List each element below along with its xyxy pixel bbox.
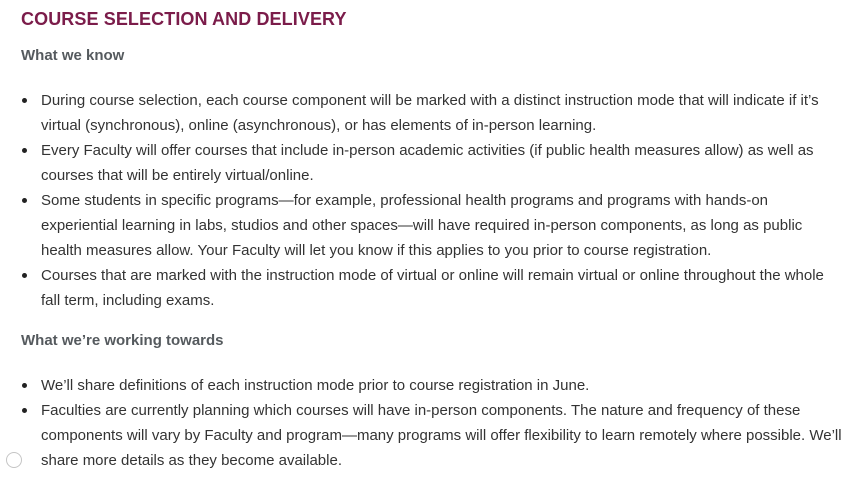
bullet-icon (22, 408, 27, 413)
bullet-icon (22, 98, 27, 103)
working-towards-list (21, 373, 846, 473)
list-item (21, 373, 846, 398)
section-heading-working-towards: What we’re working towards (21, 332, 224, 349)
list-item (21, 88, 846, 138)
list-item-text: We’ll share definitions of each instruction mode prior to course registration in June. (41, 377, 590, 394)
bullet-icon (22, 148, 27, 153)
list-item-text: Every Faculty will offer courses that include in-person academic activities (if public health measures allow) as well as courses that will be entirely virtual/online. (41, 142, 814, 184)
list-item (21, 138, 846, 188)
watermark-logo-icon (6, 452, 22, 468)
list-item-text: During course selection, each course component will be marked with a distinct instruction mode that will indicate if it’s virtual (synchronous), online (asynchronous), or has elements of in-person learning. (41, 92, 819, 134)
what-we-know-list (21, 88, 846, 313)
watermark (6, 452, 25, 468)
section-heading-what-we-know: What we know (21, 47, 125, 64)
list-item (21, 263, 846, 313)
list-item-text: Some students in specific programs—for example, professional health programs and programs with hands-on experiential learning in labs, studios and other spaces—will have required in-person components, as long as public health measures allow. Your Faculty will let you know if this applies to you prior to course registration. (41, 192, 803, 259)
bullet-icon (22, 198, 27, 203)
list-item (21, 188, 846, 263)
list-item-text: Faculties are currently planning which courses will have in-person components. The nature and frequency of these components will vary by Faculty and program—many programs will offer flexibility to learn remotely where possible. We’ll share more details as they become available. (41, 402, 842, 469)
list-item (21, 398, 846, 473)
page-title: COURSE SELECTION AND DELIVERY (21, 9, 347, 29)
list-item-text: Courses that are marked with the instruction mode of virtual or online will remain virtual or online throughout the whole fall term, including exams. (41, 267, 824, 309)
bullet-icon (22, 383, 27, 388)
bullet-icon (22, 273, 27, 278)
